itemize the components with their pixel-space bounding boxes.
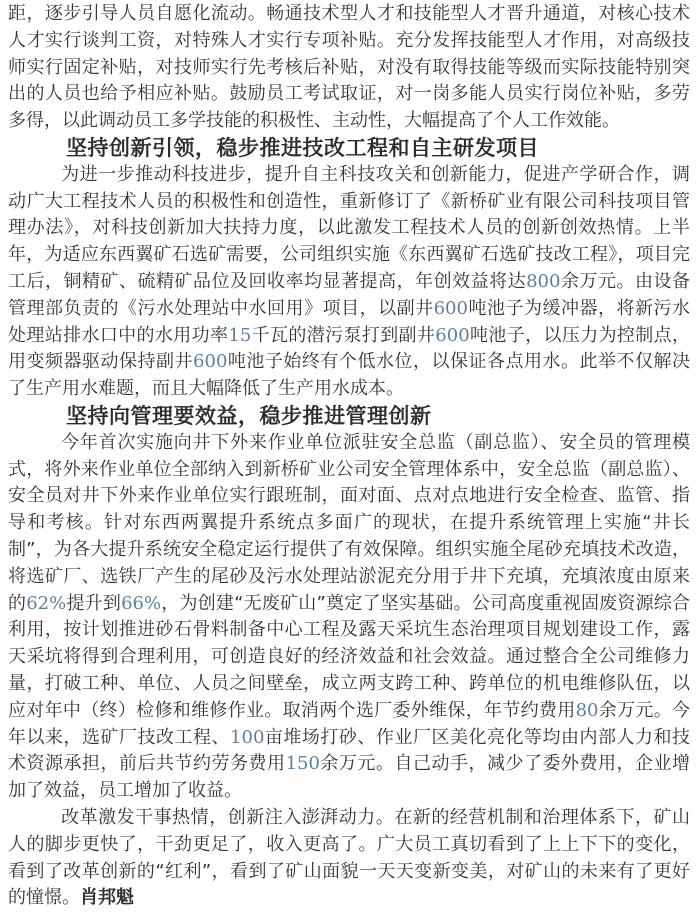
paragraph xyxy=(8,162,690,403)
number-value: 100 xyxy=(230,726,265,748)
section-heading: 坚持创新引领，稳步推进技改工程和自主研发项目 xyxy=(66,135,539,160)
text-run: 余万元。今年以来，选矿厂技改工程、 xyxy=(8,699,691,748)
number-value: 62% xyxy=(26,592,67,614)
text-run: 余万元。由设备管理部负责的《污水处理站中水回用》项目，以副井 xyxy=(8,270,690,319)
author-name: 肖邦魁 xyxy=(80,887,134,909)
text-run: 改革激发干事热情，创新注入澎湃动力。在新的经营机制和治理体系下，矿山人的脚步更快了，干劲更足了，收入更高了。广大员工真切看到了上上下下的变化，看到了改革创新的“红利”，看到了矿山面貌一天天变新变美，对矿山的未来有了更好的憧憬。 xyxy=(8,806,690,909)
text-run: 吨池子，以压力为控制点，用变频器驱动保持副井 xyxy=(8,324,691,373)
number-value: 600 xyxy=(433,297,468,319)
text-run: 今年首次实施向井下外来作业单位派驻安全总监（副总监）、安全员的管理模式，将外来作业单位全部纳入到新桥矿业公司安全管理体系中，安全总监（副总监）、安全员对井下外来作业单位实行跟班制，面对面、点对点地进行安全检查、监管、指导和考核。针对东西两翼提升系统点多面广的现状，在提升系统管理上实施“井长制”，为各大提升系统安全稳定运行提供了有效保障。组织实施全尾砂充填技术改造，将选矿厂、选铁厂产生的尾砂及污水处理站淤泥充分用于井下充填，充填浓度由原来的 xyxy=(8,431,690,614)
text-run: 千瓦的潜污泵打到副井 xyxy=(251,324,436,346)
number-value: 150 xyxy=(285,753,320,775)
text-run: 吨池子为缓冲器，将新污水处理站排水口中的水用功率 xyxy=(8,297,691,346)
text-run: 余万元。自己动手，减少了委外费用，企业增加了效益，员工增加了收益。 xyxy=(8,753,691,802)
text-run: ，为创建“无废矿山”奠定了坚实基础。公司高度重视固废资源综合利用，按计划推进砂石骨料制备中心工程及露天采坑生态治理项目规划建设工作，露天采坑将得到合理利用，可创造良好的经济效益和社会效益。通过整合全公司维修力量，打破工种、单位、人员之间壁垒，成立两支跨工种、跨单位的机电维修队伍，以应对年中（终）检修和维修作业。取消两个选厂委外维保，年节约费用 xyxy=(8,592,691,721)
section-heading: 坚持向管理要效益，稳步推进管理创新 xyxy=(66,403,432,428)
number-value: 800 xyxy=(526,270,561,292)
text-run: 吨池子始终有个低水位，以保证各点用水。此举不仅解决了生产用水难题，而且大幅降低了生产用水成本。 xyxy=(8,351,691,400)
number-value: 15 xyxy=(228,324,252,346)
number-value: 80 xyxy=(575,699,599,721)
number-value: 66% xyxy=(121,592,162,614)
text-run: 亩堆场打砂、作业厂区美化亮化等均由内部人力和技术资源承担，前后共节约劳务费用 xyxy=(8,726,690,775)
paragraph xyxy=(8,1,690,135)
paragraph xyxy=(8,430,690,805)
text-run: 提升到 xyxy=(66,592,122,614)
number-value: 600 xyxy=(435,324,470,346)
number-value: 600 xyxy=(193,351,228,373)
text-run: 为进一步推动科技进步，提升自主科技攻关和创新能力，促进产学研合作，调动广大工程技术人员的积极性和创造性，重新修订了《新桥矿业有限公司科技项目管理办法》，对科技创新加大扶持力度，以此激发工程技术人员的创新创效热情。上半年，为适应东西翼矿石选矿需要，公司组织实施《东西翼矿石选矿技改工程》，项目完工后，铜精矿、硫精矿品位及回收率均显著提高，年创效益将达 xyxy=(8,163,690,292)
paragraph xyxy=(8,805,690,912)
text-run: 距，逐步引导人员自愿化流动。畅通技术型人才和技能型人才晋升通道，对核心技术人才实行谈判工资，对特殊人才实行专项补贴。充分发挥技能型人才作用，对高级技师实行固定补贴，对技师实行先考核后补贴，对没有取得技能等级而实际技能特别突出的人员也给予相应补贴。鼓励员工考试取证，对一岗多能人员实行岗位补贴，多劳多得，以此调动员工多学技能的积极性、主动性，大幅提高了个人工作效能。 xyxy=(8,3,690,132)
